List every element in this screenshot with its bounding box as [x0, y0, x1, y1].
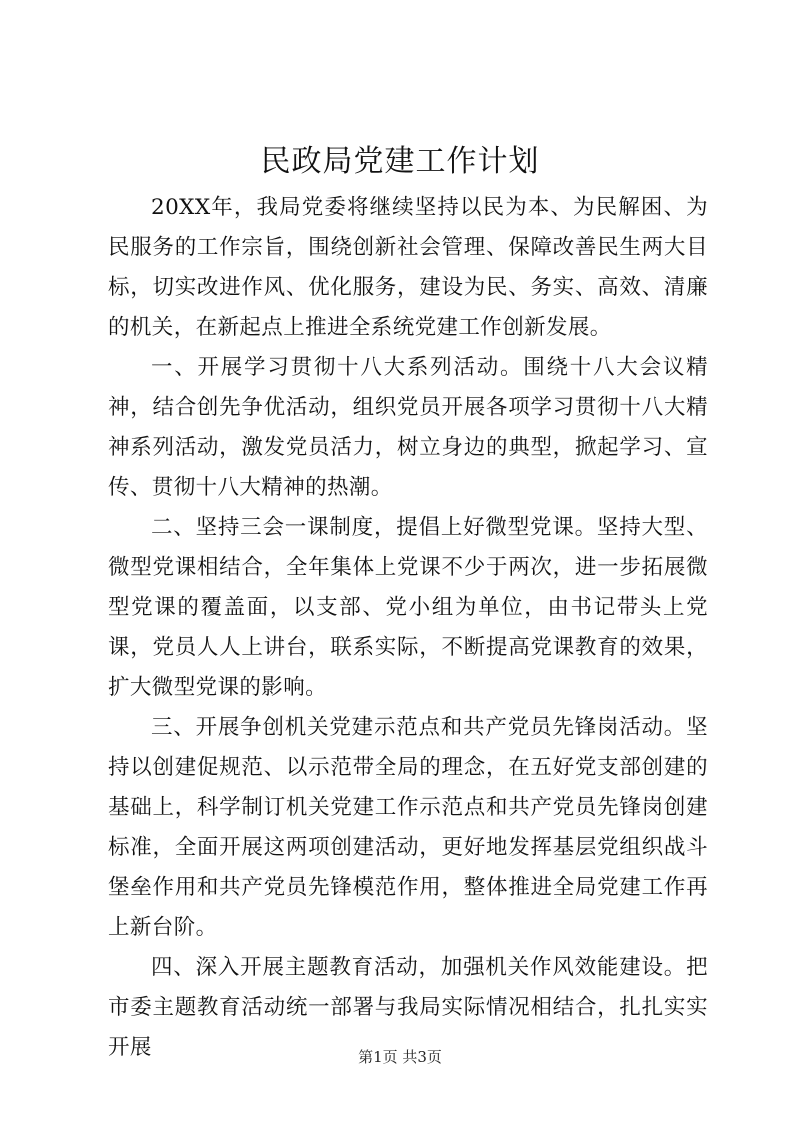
paragraph-item-3: 三、开展争创机关党建示范点和共产党员先锋岗活动。坚持以创建促规范、以示范带全局的理念，在五好党支部创建的基础上，科学制订机关党建工作示范点和共产党员先锋岗创建标准，全面开展这两项创建活动，更好地发挥基层党组织战斗堡垒作用和共产党员先锋模范作用，整体推进全局党建工作再上新台阶。: [108, 715, 708, 940]
page-number-footer: 第1页 共3页: [358, 1048, 442, 1066]
page-title: 民政局党建工作计划: [260, 144, 540, 179]
paragraph-item-2: 二、坚持三会一课制度，提倡上好微型党课。坚持大型、微型党课相结合，全年集体上党课不少于两次，进一步拓展微型党课的覆盖面，以支部、党小组为单位，由书记带头上党课，党员人人上讲台，联系实际，不断提高党课教育的效果，扩大微型党课的影响。: [108, 515, 708, 700]
document-body: [108, 188, 708, 1068]
paragraph-item-1: 一、开展学习贯彻十八大系列活动。围绕十八大会议精神，结合创先争优活动，组织党员开展各项学习贯彻十八大精神系列活动，激发党员活力，树立身边的典型，掀起学习、宣传、贯彻十八大精神的热潮。: [108, 355, 708, 500]
paragraph-intro: 20XX年，我局党委将继续坚持以民为本、为民解困、为民服务的工作宗旨，围绕创新社会管理、保障改善民生两大目标，切实改进作风、优化服务，建设为民、务实、高效、清廉的机关，在新起点上推进全系统党建工作创新发展。: [108, 195, 708, 340]
paragraph-item-4: 四、深入开展主题教育活动，加强机关作风效能建设。把市委主题教育活动统一部署与我局实际情况相结合，扎扎实实开展: [108, 955, 708, 1060]
